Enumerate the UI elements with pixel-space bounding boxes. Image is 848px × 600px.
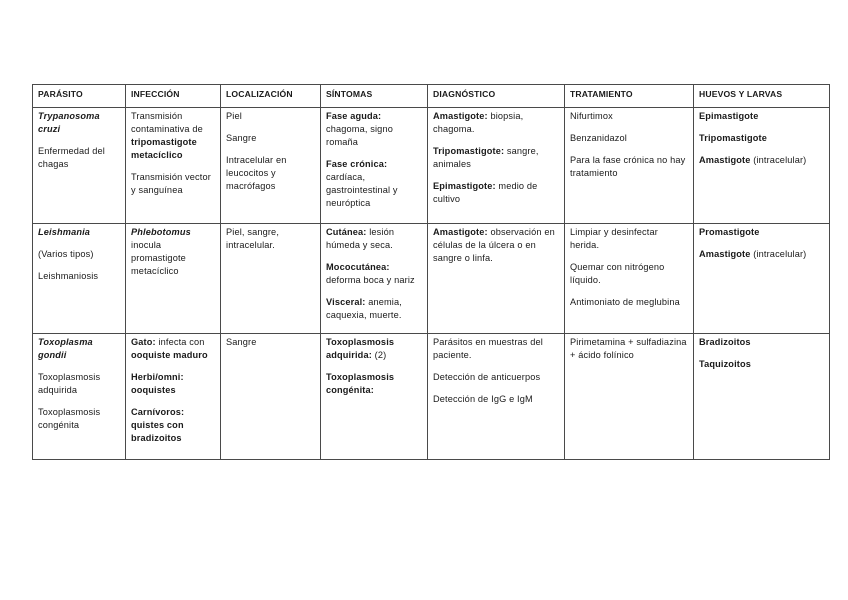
table-header-row [33, 85, 830, 108]
cell-tratamiento [565, 334, 694, 460]
diagnosis-detail: sangre, animales [433, 146, 539, 169]
diagnosis-text [433, 226, 560, 265]
cell-parasito [33, 334, 126, 460]
infection-detail: inocula promastigote metacíclico [131, 240, 186, 276]
cell-parasito [33, 224, 126, 334]
header-huevos-larvas: HUEVOS Y LARVAS [694, 85, 830, 108]
symptom-detail: (2) [374, 350, 387, 360]
infection-text [131, 110, 216, 162]
cell-diagnostico [428, 108, 565, 224]
header-sintomas: SÍNTOMAS [321, 85, 428, 108]
stage-text [699, 248, 825, 261]
header-infeccion: INFECCIÓN [126, 85, 221, 108]
stage-label: Amastigote [699, 155, 751, 165]
stage-detail: (intracelular) [753, 249, 807, 259]
disease-name: Toxoplasmosis adquirida [38, 372, 101, 395]
header-localizacion: LOCALIZACIÓN [221, 85, 321, 108]
symptom-text [326, 110, 423, 149]
table-row [33, 108, 830, 224]
symptom-detail: cardíaca, gastrointestinal y neuróptica [326, 172, 398, 208]
location-text: Piel, sangre, intracelular. [226, 227, 280, 250]
cell-sintomas [321, 334, 428, 460]
cell-infeccion [126, 108, 221, 224]
symptom-label: Mococutánea: [326, 262, 390, 272]
symptom-label: Toxoplasmosis adquirida: [326, 337, 395, 360]
diagnosis-label: Amastigote: [433, 227, 488, 237]
cell-sintomas [321, 224, 428, 334]
stage-text: Epimastigote [699, 111, 759, 121]
symptom-label: Visceral: [326, 297, 366, 307]
stage-text: Tripomastigote [699, 133, 767, 143]
location-text: Sangre [226, 337, 257, 347]
cell-localizacion [221, 108, 321, 224]
diagnosis-text: Detección de IgG e IgM [433, 394, 533, 404]
cell-huevos-larvas [694, 224, 830, 334]
cell-diagnostico [428, 224, 565, 334]
cell-localizacion [221, 224, 321, 334]
treatment-text: Quemar con nitrógeno líquido. [570, 262, 665, 285]
symptom-text [326, 336, 423, 362]
cell-diagnostico [428, 334, 565, 460]
symptom-label: Fase aguda: [326, 111, 382, 121]
diagnosis-text [433, 110, 560, 136]
location-text: Piel [226, 111, 242, 121]
disease-name: Enfermedad del chagas [38, 146, 105, 169]
symptom-text [326, 158, 423, 210]
parasite-name: Trypanosoma cruzi [38, 111, 100, 134]
infection-text: Carnívoros: quistes con bradizoitos [131, 407, 185, 443]
cell-localizacion [221, 334, 321, 460]
infection-label: Phlebotomus [131, 227, 191, 237]
infection-text [131, 336, 216, 362]
stage-text: Taquizoitos [699, 359, 752, 369]
diagnosis-label: Amastigote: [433, 111, 488, 121]
parasite-subtitle: (Varios tipos) [38, 249, 94, 259]
infection-label: Gato: [131, 337, 156, 347]
stage-label: Amastigote [699, 249, 751, 259]
treatment-text: Benzanidazol [570, 133, 627, 143]
cell-parasito [33, 108, 126, 224]
symptom-text [326, 226, 423, 252]
table-row [33, 334, 830, 460]
infection-text [131, 226, 216, 278]
diagnosis-text: Detección de anticuerpos [433, 372, 541, 382]
symptom-detail: chagoma, signo romaña [326, 124, 393, 147]
symptom-label: Cutánea: [326, 227, 367, 237]
stage-text [699, 154, 825, 167]
treatment-text: Para la fase crónica no hay tratamiento [570, 155, 686, 178]
symptom-text [326, 261, 423, 287]
header-parasito: PARÁSITO [33, 85, 126, 108]
cell-tratamiento [565, 108, 694, 224]
cell-huevos-larvas [694, 108, 830, 224]
location-text: Intracelular en leucocitos y macrófagos [226, 155, 287, 191]
diagnosis-text [433, 145, 560, 171]
diagnosis-label: Tripomastigote: [433, 146, 505, 156]
symptom-detail: lesión húmeda y seca. [326, 227, 395, 250]
parasite-name: Toxoplasma gondii [38, 337, 93, 360]
treatment-text: Nifurtimox [570, 111, 613, 121]
parasite-table [32, 84, 830, 460]
table-row [33, 224, 830, 334]
cell-infeccion [126, 224, 221, 334]
cell-huevos-larvas [694, 334, 830, 460]
diagnosis-text [433, 180, 560, 206]
treatment-text: Pirimetamina + sulfadiazina + ácido folínico [570, 337, 687, 360]
cell-sintomas [321, 108, 428, 224]
infection-detail: infecta con [158, 337, 205, 347]
cell-infeccion [126, 334, 221, 460]
disease-name: Leishmaniosis [38, 271, 99, 281]
symptom-text [326, 296, 423, 322]
header-diagnostico: DIAGNÓSTICO [428, 85, 565, 108]
stage-text: Promastigote [699, 227, 760, 237]
cell-tratamiento [565, 224, 694, 334]
symptom-detail: anemia, caquexia, muerte. [326, 297, 402, 320]
stage-detail: (intracelular) [753, 155, 807, 165]
infection-text-bold: ooquiste maduro [131, 350, 208, 360]
infection-text-part: Transmisión contaminativa de [131, 111, 203, 134]
diagnosis-label: Epimastigote: [433, 181, 496, 191]
header-tratamiento: TRATAMIENTO [565, 85, 694, 108]
diagnosis-detail: medio de cultivo [433, 181, 538, 204]
symptom-detail: deforma boca y nariz [326, 275, 415, 285]
symptom-label: Fase crónica: [326, 159, 388, 169]
infection-text: Herbi/omni: ooquistes [131, 372, 184, 395]
parasite-name: Leishmania [38, 227, 91, 237]
symptom-text: Toxoplasmosis congénita: [326, 372, 395, 395]
stage-text: Bradizoitos [699, 337, 751, 347]
diagnosis-detail: observación en células de la úlcera o en sangre o linfa. [433, 227, 555, 263]
location-text: Sangre [226, 133, 257, 143]
disease-name: Toxoplasmosis congénita [38, 407, 101, 430]
treatment-text: Antimoniato de meglubina [570, 297, 680, 307]
diagnosis-text: Parásitos en muestras del paciente. [433, 337, 543, 360]
infection-text: Transmisión vector y sanguínea [131, 172, 211, 195]
treatment-text: Limpiar y desinfectar herida. [570, 227, 658, 250]
infection-text-bold: tripomastigote metacíclico [131, 137, 197, 160]
diagnosis-detail: biopsia, chagoma. [433, 111, 524, 134]
